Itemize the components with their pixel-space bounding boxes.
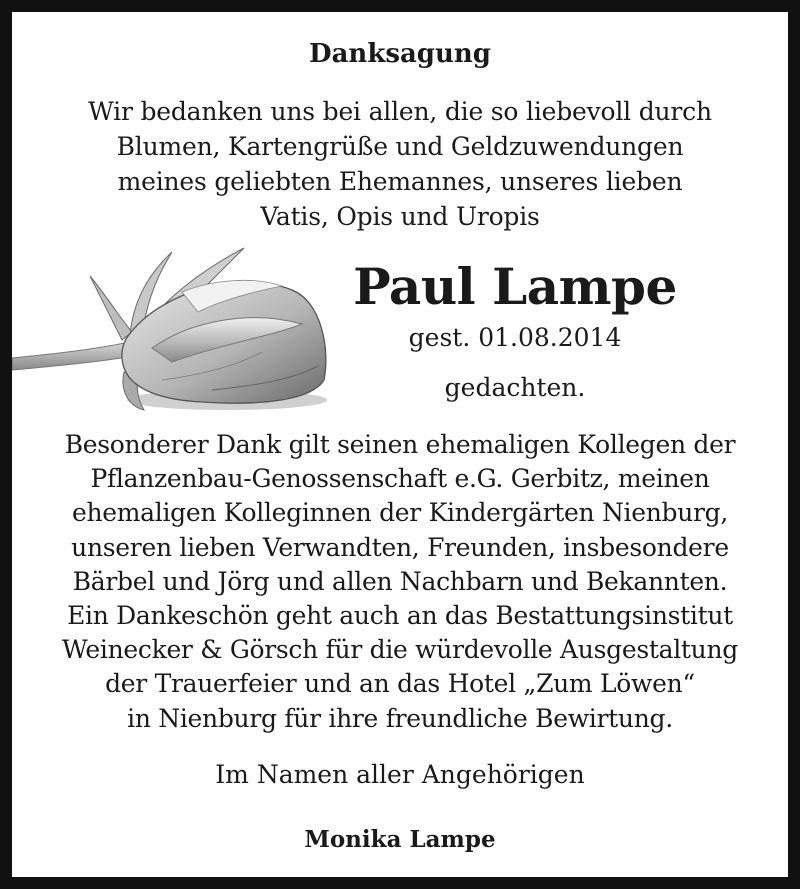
deceased-name: Paul Lampe — [353, 257, 677, 316]
thanks-line: Pflanzenbau-Genossenschaft e.G. Gerbitz, meinen — [90, 464, 710, 494]
intro-line: Wir bedanken uns bei allen, die so liebevoll durch — [88, 97, 712, 126]
thanks-line: Ein Dankeschön geht auch an das Bestattungsinstitut — [67, 601, 733, 631]
intro-line: meines geliebten Ehemannes, unseres lieben — [117, 167, 683, 196]
rose-icon — [12, 240, 337, 420]
closing-text: Im Namen aller Angehörigen — [215, 760, 585, 789]
notice-title: Danksagung — [309, 39, 491, 69]
death-date: gest. 01.08.2014 — [408, 323, 622, 352]
signature: Monika Lampe — [304, 826, 496, 853]
intro-line: Blumen, Kartengrüße und Geldzuwendungen — [116, 132, 684, 161]
thanks-line: in Nienburg für ihre freundliche Bewirtung. — [127, 703, 673, 733]
thanks-line: unseren lieben Verwandten, Freunden, insbesondere — [71, 532, 729, 562]
intro-line: Vatis, Opis und Uropis — [260, 202, 540, 231]
thanks-line: Weinecker & Görsch für die würdevolle Ausgestaltung — [62, 635, 738, 665]
thanks-text — [0, 428, 800, 736]
thanks-line: Bärbel und Jörg und allen Nachbarn und Bekannten. — [72, 566, 728, 596]
thanks-line: Besonderer Dank gilt seinen ehemaligen Kollegen der — [64, 430, 736, 459]
remembered-text: gedachten. — [444, 373, 586, 402]
thanks-line: ehemaligen Kolleginnen der Kindergärten Nienburg, — [71, 498, 729, 528]
thanks-line: der Trauerfeier und an das Hotel „Zum Löwen“ — [105, 669, 695, 699]
intro-text — [0, 94, 800, 234]
